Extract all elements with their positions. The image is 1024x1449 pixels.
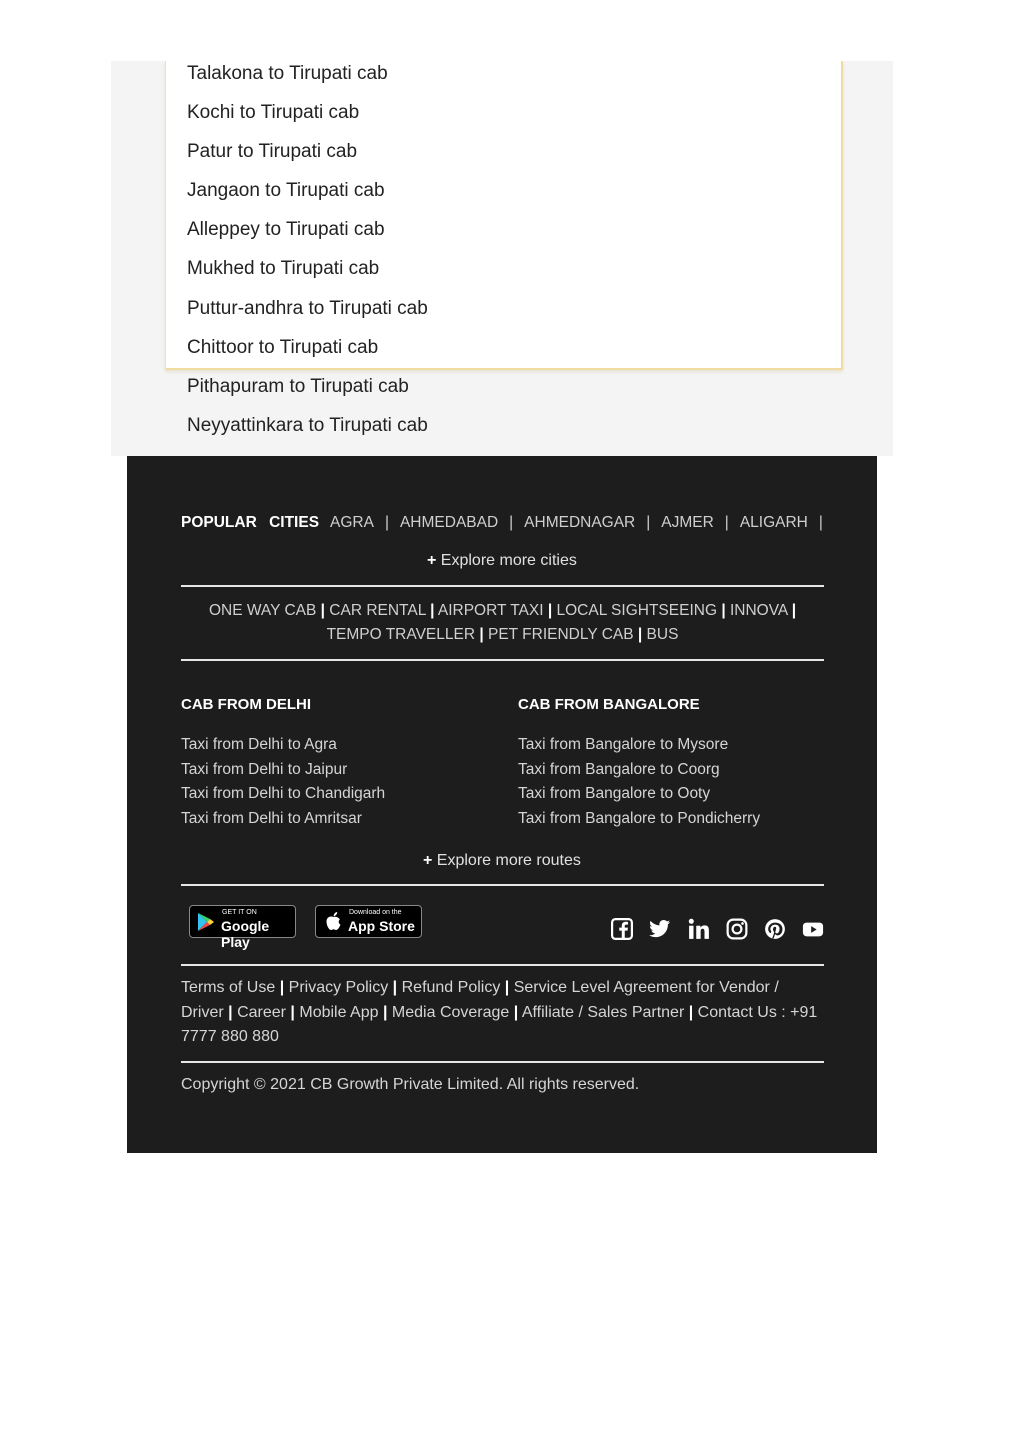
twitter-icon[interactable]	[649, 918, 671, 940]
route-link[interactable]: Kochi to Tirupati cab	[187, 102, 360, 124]
bangalore-links	[518, 733, 760, 831]
divider	[181, 659, 824, 661]
affiliate-link[interactable]: Affiliate / Sales Partner	[521, 1003, 685, 1021]
divider	[181, 585, 824, 587]
separator: |	[320, 602, 325, 619]
separator: |	[791, 602, 797, 619]
route-link[interactable]: Chittoor to Tirupati cab	[187, 336, 379, 358]
bangalore-route-link[interactable]: Taxi from Bangalore to Pondicherry	[518, 809, 761, 827]
google-play-text: Google Play	[221, 918, 270, 950]
policy-links	[181, 976, 824, 1050]
copyright-text: Copyright © 2021 CB Growth Private Limited. All rights reserved.	[181, 1076, 640, 1093]
route-list	[187, 61, 428, 452]
delhi-route-link[interactable]: Taxi from Delhi to Chandigarh	[181, 785, 386, 803]
services-links	[181, 599, 824, 647]
bangalore-route-link[interactable]: Taxi from Bangalore to Coorg	[518, 760, 720, 778]
app-store-text: App Store	[348, 918, 415, 934]
mobile-app-link[interactable]: Mobile App	[299, 1003, 379, 1021]
service-link-airport-taxi[interactable]: AIRPORT TAXI	[437, 602, 544, 619]
pinterest-icon[interactable]	[764, 918, 786, 940]
google-play-small-text: GET IT ON	[222, 909, 257, 916]
route-link[interactable]: Talakona to Tirupati cab	[187, 63, 388, 84]
terms-link[interactable]: Terms of Use	[181, 979, 276, 996]
site-footer	[127, 456, 877, 1153]
explore-cities-label: Explore more cities	[440, 552, 577, 569]
delhi-route-link[interactable]: Taxi from Delhi to Agra	[181, 736, 337, 753]
divider	[181, 884, 824, 886]
route-link[interactable]: Jangaon to Tirupati cab	[187, 180, 385, 202]
popular-cities-label: POPULAR CITIES	[181, 514, 320, 531]
privacy-link[interactable]: Privacy Policy	[288, 979, 389, 996]
sla-link[interactable]: Service Level Agreement for Vendor / Driver	[181, 979, 779, 1021]
divider	[181, 964, 824, 966]
service-link-car-rental[interactable]: CAR RENTAL	[329, 602, 426, 619]
linkedin-icon[interactable]	[688, 918, 710, 940]
plus-icon: +	[427, 552, 437, 569]
facebook-icon[interactable]	[611, 918, 633, 940]
career-link[interactable]: Career	[237, 1003, 286, 1021]
city-separator: |	[724, 514, 729, 531]
refund-link[interactable]: Refund Policy	[401, 979, 501, 996]
divider	[181, 1061, 824, 1063]
separator: |	[721, 602, 726, 619]
app-store-badge[interactable]	[315, 905, 422, 938]
app-store-small-text: Download on the	[349, 909, 402, 916]
route-link[interactable]: Patur to Tirupati cab	[187, 141, 358, 163]
plus-icon: +	[423, 852, 433, 869]
separator: |	[290, 1003, 295, 1021]
delhi-route-link[interactable]: Taxi from Delhi to Jaipur	[181, 760, 348, 778]
service-link-local-sightseeing[interactable]: LOCAL SIGHTSEEING	[556, 602, 717, 619]
separator: |	[513, 1003, 519, 1021]
explore-routes-link[interactable]	[423, 852, 581, 870]
explore-cities-link[interactable]	[427, 552, 577, 570]
bangalore-column-title: CAB FROM BANGALORE	[518, 696, 700, 713]
city-link-agra[interactable]: AGRA	[330, 514, 374, 531]
delhi-links	[181, 733, 385, 831]
separator: |	[392, 979, 398, 996]
contact-link[interactable]: Contact Us : +91 7777 880 880	[181, 1003, 818, 1045]
city-link-aligarh[interactable]: ALIGARH	[739, 514, 808, 531]
route-link[interactable]: Alleppey to Tirupati cab	[187, 219, 385, 241]
separator: |	[547, 602, 553, 619]
service-link-bus[interactable]: BUS	[646, 626, 679, 643]
separator: |	[688, 1003, 694, 1021]
service-link-pet-friendly-cab[interactable]: PET FRIENDLY CAB	[488, 626, 634, 643]
city-link-ahmednagar[interactable]: AHMEDNAGAR	[524, 514, 636, 531]
apple-icon	[325, 911, 342, 931]
city-separator: |	[818, 514, 823, 531]
delhi-column-title: CAB FROM DELHI	[181, 696, 311, 713]
separator: |	[637, 626, 643, 643]
separator: |	[504, 979, 510, 996]
google-play-icon	[197, 912, 215, 932]
media-coverage-link[interactable]: Media Coverage	[391, 1003, 510, 1021]
instagram-icon[interactable]	[726, 918, 748, 940]
bangalore-route-link[interactable]: Taxi from Bangalore to Ooty	[518, 785, 711, 803]
separator: |	[279, 979, 285, 996]
service-link-tempo-traveller[interactable]: TEMPO TRAVELLER	[326, 626, 476, 643]
service-link-one-way-cab[interactable]: ONE WAY CAB	[208, 602, 317, 619]
google-play-badge[interactable]	[189, 905, 296, 950]
delhi-route-link[interactable]: Taxi from Delhi to Amritsar	[181, 809, 362, 827]
city-separator: |	[384, 514, 389, 531]
city-link-ajmer[interactable]: AJMER	[661, 514, 714, 531]
separator: |	[382, 1003, 388, 1021]
route-link[interactable]: Mukhed to Tirupati cab	[187, 258, 380, 280]
city-separator: |	[509, 514, 514, 531]
route-link[interactable]: Pithapuram to Tirupati cab	[187, 375, 409, 397]
bangalore-route-link[interactable]: Taxi from Bangalore to Mysore	[518, 736, 729, 753]
city-separator: |	[646, 514, 651, 531]
explore-routes-label: Explore more routes	[436, 852, 581, 869]
city-link-ahmedabad[interactable]: AHMEDABAD	[399, 514, 499, 531]
youtube-icon[interactable]	[802, 918, 824, 940]
popular-cities-row	[181, 513, 823, 533]
separator: |	[228, 1003, 233, 1021]
route-link[interactable]: Neyyattinkara to Tirupati cab	[187, 414, 428, 436]
separator: |	[479, 626, 484, 643]
route-link[interactable]: Puttur-andhra to Tirupati cab	[187, 297, 428, 319]
service-link-innova[interactable]: INNOVA	[729, 602, 788, 619]
separator: |	[430, 602, 435, 619]
